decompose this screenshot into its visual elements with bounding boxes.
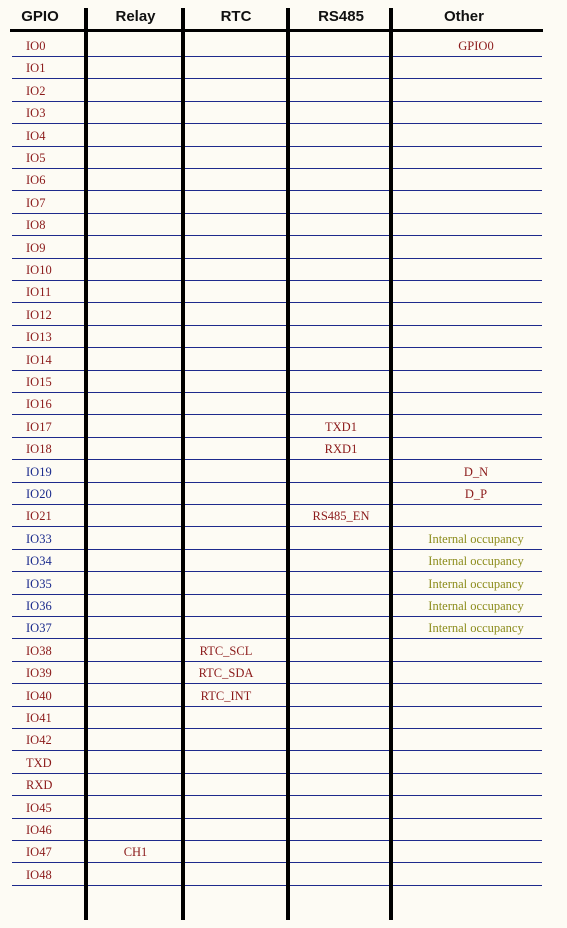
- row-rule: [12, 459, 542, 460]
- cell-rs485: [290, 641, 392, 661]
- cell-rs485: [290, 462, 392, 482]
- cell-relay: [88, 618, 183, 638]
- cell-rtc: [186, 820, 266, 840]
- cell-relay: [88, 148, 183, 168]
- cell-rtc: [186, 260, 266, 280]
- cell-gpio: IO46: [26, 823, 52, 837]
- cell-other: [394, 865, 558, 885]
- cell-gpio: IO7: [26, 195, 46, 210]
- cell-gpio: IO15: [26, 375, 52, 389]
- cell-gpio: IO33: [26, 531, 52, 546]
- cell-other: [394, 775, 558, 795]
- cell-rtc: [186, 148, 266, 168]
- cell-rs485: [290, 865, 392, 885]
- cell-other: [394, 260, 558, 280]
- cell-other: [394, 394, 558, 414]
- cell-gpio: IO3: [26, 106, 46, 121]
- cell-relay: [88, 462, 183, 482]
- cell-other: D_N: [463, 464, 489, 479]
- cell-rs485: [290, 350, 392, 370]
- row-rule: [12, 325, 542, 326]
- cell-rs485: [290, 148, 392, 168]
- cell-rtc: [186, 506, 266, 526]
- cell-gpio: IO37: [26, 621, 52, 636]
- cell-rtc: [186, 372, 266, 392]
- cell-other: [394, 238, 558, 258]
- cell-gpio: IO9: [26, 240, 46, 255]
- cell-relay: [88, 372, 183, 392]
- cell-gpio: IO5: [26, 151, 46, 165]
- cell-relay: CH1: [123, 845, 148, 860]
- row-rule: [12, 526, 542, 527]
- cell-rs485: [290, 260, 392, 280]
- cell-other: [394, 126, 558, 146]
- cell-relay: [88, 641, 183, 661]
- cell-other: Internal occupancy: [428, 599, 524, 613]
- cell-rtc: [186, 126, 266, 146]
- cell-rtc: RTC_SCL: [199, 643, 253, 658]
- cell-rtc: [186, 282, 266, 302]
- row-rule: [12, 683, 542, 684]
- row-rule: [12, 190, 542, 191]
- cell-relay: [88, 238, 183, 258]
- cell-rtc: [186, 193, 266, 213]
- cell-gpio: IO2: [26, 83, 46, 98]
- cell-rtc: [186, 462, 266, 482]
- header-divider: [10, 29, 543, 32]
- cell-relay: [88, 596, 183, 616]
- cell-gpio: IO35: [26, 576, 52, 591]
- cell-gpio: IO14: [26, 352, 52, 367]
- cell-other: [394, 193, 558, 213]
- cell-rtc: [186, 730, 266, 750]
- row-rule: [12, 638, 542, 639]
- cell-other: [394, 842, 558, 862]
- cell-other: [394, 215, 558, 235]
- cell-rtc: [186, 215, 266, 235]
- cell-relay: [88, 775, 183, 795]
- cell-other: [394, 170, 558, 190]
- column-divider-3: [286, 8, 290, 920]
- cell-other: [394, 798, 558, 818]
- cell-rtc: [186, 842, 266, 862]
- cell-rs485: TXD1: [325, 419, 357, 434]
- row-rule: [12, 616, 542, 617]
- row-rule: [12, 594, 542, 595]
- cell-rtc: [186, 574, 266, 594]
- row-rule: [12, 101, 542, 102]
- cell-rtc: [186, 81, 266, 101]
- header-gpio: GPIO: [21, 8, 59, 25]
- cell-rtc: [186, 618, 266, 638]
- cell-relay: [88, 506, 183, 526]
- cell-gpio: IO0: [26, 39, 46, 53]
- cell-relay: [88, 753, 183, 773]
- cell-gpio: IO42: [26, 733, 52, 748]
- cell-rs485: [290, 238, 392, 258]
- cell-relay: [88, 439, 183, 459]
- cell-relay: [88, 529, 183, 549]
- cell-other: [394, 350, 558, 370]
- cell-other: Internal occupancy: [428, 621, 524, 636]
- cell-rs485: [290, 103, 392, 123]
- cell-other: [394, 506, 558, 526]
- header-rs485: RS485: [318, 8, 364, 25]
- cell-relay: [88, 551, 183, 571]
- cell-gpio: IO20: [26, 487, 52, 501]
- cell-rtc: [186, 170, 266, 190]
- cell-other: [394, 686, 558, 706]
- column-divider-1: [84, 8, 88, 920]
- cell-relay: [88, 193, 183, 213]
- row-rule: [12, 302, 542, 303]
- cell-rtc: [186, 775, 266, 795]
- cell-gpio: IO21: [26, 509, 52, 524]
- cell-rtc: [186, 596, 266, 616]
- cell-rtc: [186, 58, 266, 78]
- row-rule: [12, 862, 542, 863]
- cell-rtc: [186, 865, 266, 885]
- cell-rtc: [186, 753, 266, 773]
- cell-rtc: [186, 484, 266, 504]
- row-rule: [12, 280, 542, 281]
- cell-rtc: [186, 439, 266, 459]
- cell-gpio: IO11: [26, 285, 52, 300]
- cell-gpio: IO10: [26, 263, 52, 277]
- cell-relay: [88, 36, 183, 56]
- cell-rtc: [186, 551, 266, 571]
- cell-rs485: [290, 193, 392, 213]
- row-rule: [12, 571, 542, 572]
- row-rule: [12, 728, 542, 729]
- cell-rtc: RTC_SDA: [198, 666, 254, 681]
- cell-relay: [88, 417, 183, 437]
- cell-gpio: IO4: [26, 128, 46, 143]
- cell-gpio: IO47: [26, 845, 52, 860]
- cell-gpio: IO39: [26, 666, 52, 681]
- cell-rs485: [290, 36, 392, 56]
- cell-rs485: RS485_EN: [312, 509, 370, 524]
- cell-other: [394, 148, 558, 168]
- cell-rs485: [290, 708, 392, 728]
- row-rule: [12, 750, 542, 751]
- cell-rs485: [290, 730, 392, 750]
- cell-rs485: [290, 551, 392, 571]
- row-rule: [12, 840, 542, 841]
- row-rule: [12, 168, 542, 169]
- cell-gpio: IO1: [26, 61, 46, 76]
- cell-relay: [88, 574, 183, 594]
- row-rule: [12, 235, 542, 236]
- cell-gpio: IO18: [26, 442, 52, 457]
- cell-rtc: [186, 417, 266, 437]
- cell-rs485: [290, 81, 392, 101]
- cell-relay: [88, 798, 183, 818]
- cell-relay: [88, 126, 183, 146]
- row-rule: [12, 437, 542, 438]
- cell-gpio: IO13: [26, 330, 52, 345]
- cell-rtc: [186, 798, 266, 818]
- row-rule: [12, 78, 542, 79]
- cell-relay: [88, 350, 183, 370]
- row-rule: [12, 392, 542, 393]
- cell-gpio: TXD: [26, 755, 52, 770]
- row-rule: [12, 414, 542, 415]
- cell-other: [394, 753, 558, 773]
- cell-rtc: [186, 305, 266, 325]
- cell-relay: [88, 305, 183, 325]
- cell-gpio: IO45: [26, 800, 52, 815]
- cell-rs485: [290, 305, 392, 325]
- cell-relay: [88, 260, 183, 280]
- cell-relay: [88, 103, 183, 123]
- header-other: Other: [443, 8, 484, 25]
- column-divider-2: [181, 8, 185, 920]
- cell-other: Internal occupancy: [428, 531, 524, 546]
- cell-relay: [88, 58, 183, 78]
- row-rule: [12, 123, 542, 124]
- cell-rs485: [290, 529, 392, 549]
- cell-rs485: [290, 282, 392, 302]
- row-rule: [12, 370, 542, 371]
- cell-gpio: IO8: [26, 218, 46, 233]
- cell-other: [394, 708, 558, 728]
- row-rule: [12, 773, 542, 774]
- cell-rs485: [290, 484, 392, 504]
- cell-rs485: [290, 753, 392, 773]
- cell-gpio: IO41: [26, 711, 52, 725]
- cell-rtc: [186, 36, 266, 56]
- cell-rs485: [290, 775, 392, 795]
- cell-other: [394, 439, 558, 459]
- row-rule: [12, 347, 542, 348]
- row-rule: [12, 706, 542, 707]
- cell-other: [394, 372, 558, 392]
- cell-other: [394, 103, 558, 123]
- cell-rs485: [290, 372, 392, 392]
- cell-rs485: [290, 798, 392, 818]
- cell-rs485: [290, 574, 392, 594]
- cell-relay: [88, 686, 183, 706]
- cell-rs485: [290, 686, 392, 706]
- cell-rs485: [290, 842, 392, 862]
- cell-gpio: IO16: [26, 397, 52, 412]
- cell-gpio: IO17: [26, 419, 52, 434]
- cell-rtc: RTC_INT: [200, 688, 252, 703]
- row-rule: [12, 818, 542, 819]
- cell-rs485: [290, 170, 392, 190]
- cell-relay: [88, 663, 183, 683]
- cell-rtc: [186, 350, 266, 370]
- cell-rs485: RXD1: [324, 442, 358, 457]
- cell-gpio: IO40: [26, 688, 52, 703]
- row-rule: [12, 146, 542, 147]
- cell-gpio: IO48: [26, 867, 52, 882]
- cell-rs485: [290, 820, 392, 840]
- row-rule: [12, 213, 542, 214]
- cell-relay: [88, 820, 183, 840]
- row-rule: [12, 549, 542, 550]
- cell-other: Internal occupancy: [428, 576, 524, 591]
- row-rule: [12, 885, 542, 886]
- row-rule: [12, 56, 542, 57]
- row-rule: [12, 482, 542, 483]
- cell-other: Internal occupancy: [428, 554, 524, 569]
- cell-relay: [88, 394, 183, 414]
- cell-other: [394, 327, 558, 347]
- cell-rs485: [290, 618, 392, 638]
- cell-relay: [88, 170, 183, 190]
- cell-other: D_P: [464, 487, 488, 501]
- row-rule: [12, 661, 542, 662]
- column-divider-4: [389, 8, 393, 920]
- cell-rs485: [290, 58, 392, 78]
- cell-relay: [88, 730, 183, 750]
- cell-other: GPIO0: [458, 39, 494, 53]
- cell-other: [394, 58, 558, 78]
- cell-rs485: [290, 663, 392, 683]
- cell-relay: [88, 215, 183, 235]
- cell-rs485: [290, 394, 392, 414]
- row-rule: [12, 258, 542, 259]
- cell-rs485: [290, 596, 392, 616]
- cell-gpio: IO12: [26, 307, 52, 322]
- cell-relay: [88, 484, 183, 504]
- cell-other: [394, 820, 558, 840]
- cell-other: [394, 730, 558, 750]
- cell-other: [394, 305, 558, 325]
- cell-rtc: [186, 394, 266, 414]
- cell-rtc: [186, 327, 266, 347]
- cell-rtc: [186, 529, 266, 549]
- cell-relay: [88, 708, 183, 728]
- cell-gpio: IO6: [26, 173, 46, 188]
- row-rule: [12, 795, 542, 796]
- cell-other: [394, 641, 558, 661]
- cell-rtc: [186, 708, 266, 728]
- cell-rs485: [290, 215, 392, 235]
- cell-other: [394, 417, 558, 437]
- cell-rtc: [186, 103, 266, 123]
- cell-other: [394, 81, 558, 101]
- cell-gpio: RXD: [26, 778, 53, 793]
- header-relay: Relay: [115, 8, 156, 25]
- cell-rs485: [290, 327, 392, 347]
- cell-rtc: [186, 238, 266, 258]
- cell-other: [394, 282, 558, 302]
- row-rule: [12, 504, 542, 505]
- cell-relay: [88, 865, 183, 885]
- cell-gpio: IO36: [26, 599, 52, 613]
- cell-relay: [88, 327, 183, 347]
- cell-other: [394, 663, 558, 683]
- cell-relay: [88, 81, 183, 101]
- cell-gpio: IO38: [26, 643, 52, 658]
- cell-rs485: [290, 126, 392, 146]
- cell-gpio: IO19: [26, 464, 52, 479]
- cell-gpio: IO34: [26, 554, 52, 569]
- header-rtc: RTC: [220, 8, 252, 25]
- cell-relay: [88, 282, 183, 302]
